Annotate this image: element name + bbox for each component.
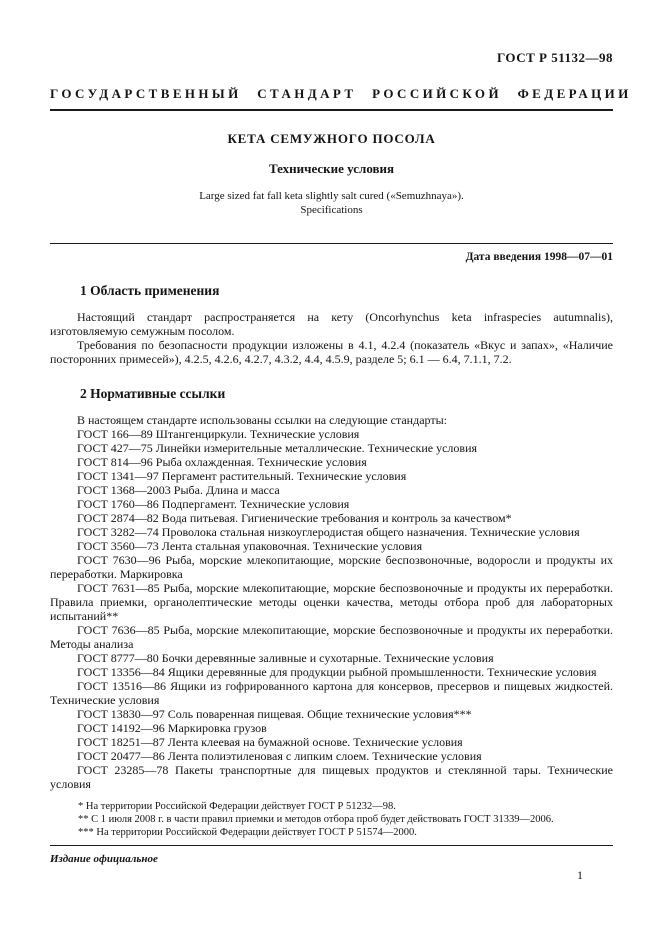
header-rule <box>50 109 613 111</box>
footnote-item: *** На территории Российской Федерации действует ГОСТ Р 51574—2000. <box>78 827 417 838</box>
document-subtitle: Технические условия <box>268 161 395 176</box>
reference-item: ГОСТ 7636—85 Рыба, морские млекопитающие, морские беспозвоночные и продукты их переработки. Методы анализа <box>50 623 613 651</box>
footnote-item: * На территории Российской Федерации действует ГОСТ Р 51232—98. <box>78 801 396 812</box>
reference-item: ГОСТ 3282—74 Проволока стальная низкоуглеродистая общего назначения. Технические условия <box>77 525 580 539</box>
page-footer <box>50 845 613 865</box>
reference-item: ГОСТ 7630—96 Рыба, морские млекопитающие, морские беспозвоночные, водоросли и продукты их переработки. Маркировка <box>50 553 613 581</box>
reference-item: ГОСТ 18251—87 Лента клеевая на бумажной основе. Технические условия <box>77 735 463 749</box>
reference-item: ГОСТ 166—89 Штангенциркули. Технические условия <box>77 427 360 441</box>
reference-item: ГОСТ 3560—73 Лента стальная упаковочная. Технические условия <box>77 539 423 553</box>
reference-item: ГОСТ 427—75 Линейки измерительные металлические. Технические условия <box>77 441 478 455</box>
edition-label: Издание официальное <box>50 853 158 865</box>
references-list <box>50 427 613 791</box>
page-number: 1 <box>577 868 583 882</box>
reference-item: ГОСТ 13356—84 Ящики деревянные для продукции рыбной промышленности. Технические условия <box>77 665 597 679</box>
section-scope <box>50 283 613 366</box>
reference-item: ГОСТ 2874—82 Вода питьевая. Гигиенические требования и контроль за качеством* <box>77 511 512 525</box>
scope-paragraph-2: Требования по безопасности продукции изложены в 4.1, 4.2.4 (показатель «Вкус и запах», «Наличие посторонних примесей»), 4.2.5, 4.2.6, 4.2.7, 4.3.2, 4.4, 4.5.9, разделе 5; 6.1 — 6.4, 7.1.1, 7.2. <box>50 338 613 366</box>
footnotes-block <box>50 800 613 839</box>
reference-item: ГОСТ 1341—97 Пергамент растительный. Технические условия <box>77 469 407 483</box>
reference-item: ГОСТ 7631—85 Рыба, морские млекопитающие, морские беспозвоночные и продукты их переработки. Правила приемки, органолептические методы оценки качества, методы отбора проб для лабораторных испытаний** <box>50 581 613 623</box>
section-normative-references <box>50 386 613 791</box>
reference-item: ГОСТ 8777—80 Бочки деревянные заливные и сухотарные. Технические условия <box>77 651 494 665</box>
federal-standard-header: ГОСУДАРСТВЕННЫЙ СТАНДАРТ РОССИЙСКОЙ ФЕДЕРАЦИИ <box>50 86 632 101</box>
document-title: КЕТА СЕМУЖНОГО ПОСОЛА <box>227 131 436 146</box>
scope-paragraph-1: Настоящий стандарт распространяется на кету (Oncorhynchus keta infraspecies autumnalis), изготовляемую семужным посолом. <box>50 310 613 338</box>
reference-item: ГОСТ 13516—86 Ящики из гофрированного картона для консервов, пресервов и пищевых жидкостей. Технические условия <box>50 679 613 707</box>
doc-code: ГОСТ Р 51132—98 <box>496 50 613 65</box>
section-scope-heading: 1 Область применения <box>80 283 220 298</box>
reference-item: ГОСТ 14192—96 Маркировка грузов <box>77 721 267 735</box>
english-title-line2: Specifications <box>300 204 363 216</box>
reference-item: ГОСТ 20477—86 Лента полиэтиленовая с липким слоем. Технические условия <box>77 749 482 763</box>
english-title-block <box>50 189 613 217</box>
reference-item: ГОСТ 1760—86 Подпергамент. Технические условия <box>77 497 350 511</box>
date-rule <box>50 243 613 244</box>
reference-item: ГОСТ 13830—97 Соль поваренная пищевая. Общие технические условия*** <box>77 707 472 721</box>
effective-date: Дата введения 1998—07—01 <box>465 251 613 263</box>
section-references-heading: 2 Нормативные ссылки <box>80 386 226 401</box>
reference-item: ГОСТ 814—96 Рыба охлажденная. Технические условия <box>77 455 367 469</box>
english-title-line1: Large sized fat fall keta slightly salt cured («Semuzhnaya»). <box>199 190 464 202</box>
reference-item: ГОСТ 23285—78 Пакеты транспортные для пищевых продуктов и стеклянной тары. Технические условия <box>50 763 613 791</box>
reference-item: ГОСТ 1368—2003 Рыба. Длина и масса <box>77 483 280 497</box>
footnote-item: ** С 1 июля 2008 г. в части правил приемки и методов отбора проб будет действовать ГОСТ 31339—2006. <box>78 814 554 825</box>
references-intro: В настоящем стандарте использованы ссылки на следующие стандарты: <box>77 413 448 427</box>
